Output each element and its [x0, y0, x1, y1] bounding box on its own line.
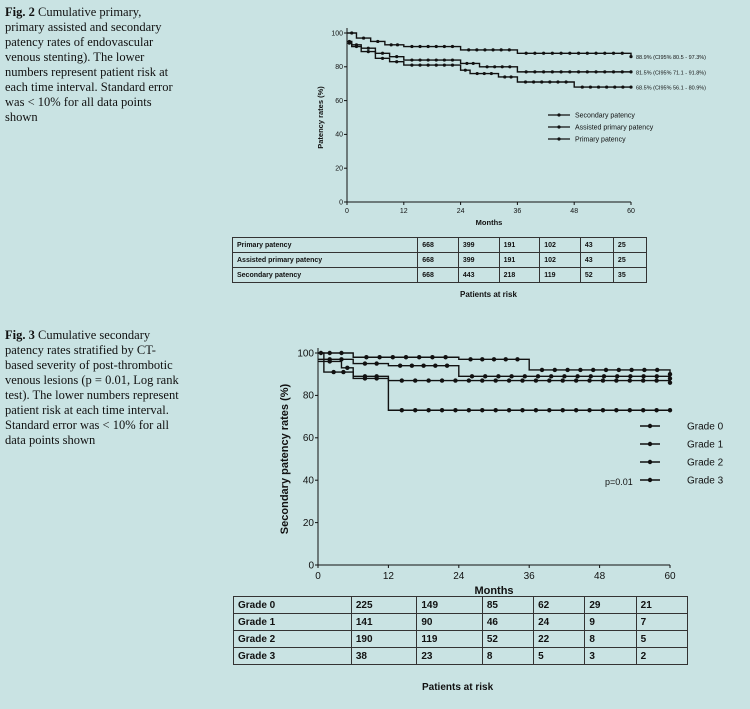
- censor-marker: [483, 48, 486, 51]
- risk-table-fig3-caption: Patients at risk: [422, 682, 494, 693]
- table-cell: 668: [418, 253, 459, 268]
- censor-marker: [427, 58, 430, 61]
- censor-marker: [641, 378, 645, 382]
- censor-marker: [574, 408, 578, 412]
- censor-marker: [591, 368, 595, 372]
- censor-marker: [548, 80, 551, 83]
- series-end-label: 81.5% (CI95% 71.1 - 91.8%): [636, 70, 707, 77]
- legend-marker: [557, 125, 560, 128]
- row-label: Grade 3: [234, 648, 352, 665]
- series-end-point: [629, 85, 632, 88]
- censor-marker: [551, 52, 554, 55]
- censor-marker: [398, 364, 402, 368]
- censor-marker: [577, 52, 580, 55]
- table-cell: 218: [499, 268, 540, 283]
- legend-label: Primary patency: [575, 136, 626, 144]
- legend: [640, 422, 724, 487]
- censor-marker: [490, 72, 493, 75]
- censor-marker: [435, 45, 438, 48]
- table-cell: 90: [417, 614, 482, 631]
- y-axis-label: Secondary patency rates (%): [279, 383, 291, 535]
- censor-marker: [430, 355, 434, 359]
- censor-marker: [493, 378, 497, 382]
- censor-marker: [641, 374, 645, 378]
- table-cell: 102: [540, 238, 581, 253]
- figure-3-label: Fig. 3: [5, 328, 35, 342]
- table-cell: 52: [580, 268, 613, 283]
- censor-marker: [614, 408, 618, 412]
- censor-marker: [413, 378, 417, 382]
- table-cell: 190: [351, 631, 416, 648]
- censor-marker: [654, 408, 658, 412]
- legend-marker: [648, 478, 652, 482]
- series-end-point: [668, 408, 672, 412]
- table-cell: 668: [418, 268, 459, 283]
- censor-marker: [520, 378, 524, 382]
- censor-marker: [362, 36, 365, 39]
- series-end-point: [629, 55, 632, 58]
- censor-marker: [417, 355, 421, 359]
- y-tick-label: 80: [302, 390, 314, 402]
- y-tick-label: 100: [297, 348, 314, 360]
- censor-marker: [451, 58, 454, 61]
- censor-marker: [520, 408, 524, 412]
- figure-3-text: Cumulative secondary patency rates stratified by CT-based severity of post-thrombotic venous lesions (p = 0.01, Log rank test). The lower numbers represent patient risk at each time interval. Standard error was < 10% for all data points shown: [5, 328, 179, 447]
- censor-marker: [612, 70, 615, 73]
- censor-marker: [578, 368, 582, 372]
- censor-marker: [642, 368, 646, 372]
- censor-marker: [547, 408, 551, 412]
- censor-marker: [507, 378, 511, 382]
- table-cell: 21: [636, 597, 687, 614]
- censor-marker: [445, 364, 449, 368]
- censor-marker: [565, 368, 569, 372]
- x-tick-label: 24: [456, 208, 465, 215]
- censor-marker: [331, 370, 335, 374]
- censor-marker: [475, 48, 478, 51]
- censor-marker: [410, 64, 413, 67]
- censor-marker: [509, 374, 513, 378]
- table-row: [234, 648, 688, 665]
- table-cell: 668: [418, 238, 459, 253]
- censor-marker: [328, 351, 332, 355]
- censor-marker: [350, 31, 353, 34]
- risk-table-fig2-caption: Patients at risk: [460, 290, 517, 299]
- censor-marker: [559, 52, 562, 55]
- censor-marker: [547, 378, 551, 382]
- censor-marker: [534, 408, 538, 412]
- x-tick-label: 36: [523, 571, 535, 582]
- censor-marker: [615, 374, 619, 378]
- censor-marker: [604, 368, 608, 372]
- censor-marker: [395, 55, 398, 58]
- censor-marker: [377, 355, 381, 359]
- censor-marker: [413, 408, 417, 412]
- censor-marker: [396, 43, 399, 46]
- x-axis-label: Months: [475, 218, 503, 227]
- censor-marker: [508, 65, 511, 68]
- censor-marker: [503, 75, 506, 78]
- y-tick-label: 40: [302, 475, 314, 487]
- censor-marker: [451, 45, 454, 48]
- censor-marker: [467, 48, 470, 51]
- x-tick-label: 48: [594, 571, 606, 582]
- x-tick-label: 12: [382, 571, 394, 582]
- x-tick-label: 0: [345, 208, 349, 215]
- censor-marker: [341, 370, 345, 374]
- legend-marker: [648, 424, 652, 428]
- table-row: [233, 253, 647, 268]
- series-line: [347, 41, 631, 71]
- censor-marker: [440, 378, 444, 382]
- censor-marker: [345, 366, 349, 370]
- y-tick-label: 60: [335, 97, 343, 105]
- risk-table-fig2: [232, 237, 647, 283]
- table-row: [233, 268, 647, 283]
- censor-marker: [581, 85, 584, 88]
- censor-marker: [493, 65, 496, 68]
- censor-marker: [601, 378, 605, 382]
- censor-marker: [480, 357, 484, 361]
- censor-marker: [410, 364, 414, 368]
- censor-marker: [540, 80, 543, 83]
- censor-marker: [613, 85, 616, 88]
- table-cell: 8: [585, 631, 636, 648]
- censor-marker: [426, 378, 430, 382]
- y-tick-label: 40: [335, 131, 343, 139]
- legend-marker: [557, 113, 560, 116]
- censor-marker: [426, 408, 430, 412]
- censor-marker: [400, 378, 404, 382]
- censor-marker: [367, 47, 370, 50]
- risk-table-fig3: [233, 596, 688, 665]
- censor-marker: [443, 58, 446, 61]
- table-cell: 5: [636, 631, 687, 648]
- x-tick-label: 36: [513, 208, 522, 215]
- legend-label: Grade 3: [687, 475, 724, 487]
- legend-label: Grade 2: [687, 457, 724, 469]
- censor-marker: [628, 408, 632, 412]
- p-value-annotation: p=0.01: [605, 477, 633, 487]
- censor-marker: [348, 42, 351, 45]
- censor-marker: [480, 378, 484, 382]
- y-tick-label: 80: [335, 64, 343, 72]
- censor-marker: [381, 52, 384, 55]
- legend-label: Assisted primary patency: [575, 124, 654, 132]
- table-cell: 119: [417, 631, 482, 648]
- y-tick-label: 20: [302, 517, 314, 529]
- censor-marker: [400, 408, 404, 412]
- censor-marker: [603, 70, 606, 73]
- table-cell: 43: [580, 253, 613, 268]
- censor-marker: [467, 408, 471, 412]
- censor-marker: [551, 70, 554, 73]
- table-cell: 8: [482, 648, 533, 665]
- table-cell: 43: [580, 238, 613, 253]
- series-end-point: [629, 70, 632, 73]
- censor-marker: [492, 357, 496, 361]
- table-cell: 7: [636, 614, 687, 631]
- table-cell: 399: [458, 253, 499, 268]
- table-cell: 141: [351, 614, 416, 631]
- censor-marker: [465, 62, 468, 65]
- table-cell: 25: [613, 238, 646, 253]
- legend-label: Grade 1: [687, 439, 724, 451]
- censor-marker: [404, 355, 408, 359]
- censor-marker: [509, 75, 512, 78]
- y-tick-label: 20: [335, 165, 343, 173]
- censor-marker: [594, 70, 597, 73]
- censor-marker: [390, 43, 393, 46]
- table-cell: 119: [540, 268, 581, 283]
- censor-marker: [435, 58, 438, 61]
- censor-marker: [464, 69, 467, 72]
- y-tick-label: 60: [302, 433, 314, 445]
- censor-marker: [483, 374, 487, 378]
- censor-marker: [594, 52, 597, 55]
- x-tick-label: 24: [453, 571, 465, 582]
- table-cell: 38: [351, 648, 416, 665]
- censor-marker: [491, 48, 494, 51]
- legend: [548, 113, 654, 144]
- table-row: [234, 631, 688, 648]
- censor-marker: [508, 48, 511, 51]
- censor-marker: [381, 57, 384, 60]
- censor-marker: [654, 378, 658, 382]
- censor-marker: [621, 52, 624, 55]
- table-row: [234, 597, 688, 614]
- censor-marker: [500, 48, 503, 51]
- censor-marker: [533, 70, 536, 73]
- censor-marker: [443, 45, 446, 48]
- legend-label: Grade 0: [687, 421, 724, 433]
- row-label: Assisted primary patency: [233, 253, 418, 268]
- table-cell: 5: [534, 648, 585, 665]
- censor-marker: [589, 85, 592, 88]
- censor-marker: [435, 64, 438, 67]
- chart-3: [279, 348, 724, 597]
- row-label: Secondary patency: [233, 268, 418, 283]
- censor-marker: [568, 70, 571, 73]
- table-cell: 191: [499, 253, 540, 268]
- censor-marker: [367, 50, 370, 53]
- censor-marker: [612, 52, 615, 55]
- censor-marker: [536, 374, 540, 378]
- censor-marker: [395, 60, 398, 63]
- table-cell: 9: [585, 614, 636, 631]
- series-end-label: 88.9% (CI95% 80.5 - 97.3%): [636, 55, 707, 62]
- censor-marker: [577, 70, 580, 73]
- censor-marker: [376, 40, 379, 43]
- legend-label: Secondary patency: [575, 112, 635, 120]
- censor-marker: [587, 378, 591, 382]
- table-cell: 52: [482, 631, 533, 648]
- censor-marker: [602, 374, 606, 378]
- table-cell: 24: [534, 614, 585, 631]
- censor-marker: [480, 408, 484, 412]
- series-end-point: [668, 380, 672, 384]
- x-tick-label: 60: [627, 208, 635, 215]
- censor-marker: [443, 64, 446, 67]
- censor-marker: [628, 378, 632, 382]
- censor-marker: [427, 45, 430, 48]
- censor-marker: [515, 357, 519, 361]
- legend-marker: [648, 460, 652, 464]
- censor-marker: [621, 85, 624, 88]
- censor-marker: [533, 52, 536, 55]
- censor-marker: [453, 408, 457, 412]
- censor-marker: [564, 80, 567, 83]
- censor-marker: [568, 52, 571, 55]
- censor-marker: [440, 408, 444, 412]
- censor-marker: [562, 374, 566, 378]
- censor-marker: [472, 62, 475, 65]
- censor-marker: [586, 52, 589, 55]
- censor-marker: [605, 85, 608, 88]
- censor-marker: [540, 368, 544, 372]
- censor-marker: [328, 359, 332, 363]
- censor-marker: [556, 80, 559, 83]
- censor-marker: [641, 408, 645, 412]
- censor-marker: [589, 374, 593, 378]
- censor-marker: [363, 361, 367, 365]
- censor-marker: [655, 368, 659, 372]
- y-tick-label: 0: [308, 560, 314, 572]
- figure-2-text: Cumulative primary, primary assisted and secondary patency rates of endovascular venous stenting). The lower numbers represent patient risk at each time interval. Standard error was < 10% for all data points shown: [5, 5, 173, 124]
- censor-marker: [601, 408, 605, 412]
- table-cell: 46: [482, 614, 533, 631]
- table-cell: 2: [636, 648, 687, 665]
- censor-marker: [561, 378, 565, 382]
- censor-marker: [542, 70, 545, 73]
- censor-marker: [443, 355, 447, 359]
- censor-marker: [542, 52, 545, 55]
- censor-marker: [586, 70, 589, 73]
- censor-marker: [433, 364, 437, 368]
- censor-marker: [504, 357, 508, 361]
- censor-marker: [427, 64, 430, 67]
- y-axis-label: Patency rates (%): [316, 86, 325, 149]
- censor-marker: [363, 376, 367, 380]
- x-tick-label: 48: [570, 208, 579, 215]
- y-tick-label: 0: [339, 199, 343, 207]
- censor-marker: [493, 408, 497, 412]
- table-row: [234, 614, 688, 631]
- censor-marker: [507, 408, 511, 412]
- censor-marker: [655, 374, 659, 378]
- censor-marker: [470, 374, 474, 378]
- censor-marker: [468, 357, 472, 361]
- censor-marker: [418, 58, 421, 61]
- legend-marker: [648, 442, 652, 446]
- table-cell: 25: [613, 253, 646, 268]
- censor-marker: [534, 378, 538, 382]
- censor-marker: [559, 70, 562, 73]
- censor-marker: [339, 351, 343, 355]
- censor-marker: [391, 355, 395, 359]
- censor-marker: [453, 378, 457, 382]
- y-tick-label: 100: [331, 30, 343, 38]
- table-cell: 22: [534, 631, 585, 648]
- censor-marker: [364, 355, 368, 359]
- x-tick-label: 60: [664, 571, 676, 582]
- table-cell: 35: [613, 268, 646, 283]
- censor-marker: [549, 374, 553, 378]
- censor-marker: [451, 64, 454, 67]
- censor-marker: [421, 364, 425, 368]
- censor-marker: [410, 58, 413, 61]
- censor-marker: [587, 408, 591, 412]
- table-cell: 399: [458, 238, 499, 253]
- table-cell: 443: [458, 268, 499, 283]
- row-label: Grade 1: [234, 614, 352, 631]
- table-cell: 23: [417, 648, 482, 665]
- figure-2-label: Fig. 2: [5, 5, 35, 19]
- censor-marker: [476, 72, 479, 75]
- row-label: Grade 2: [234, 631, 352, 648]
- table-cell: 3: [585, 648, 636, 665]
- censor-marker: [617, 368, 621, 372]
- censor-marker: [525, 52, 528, 55]
- censor-marker: [524, 80, 527, 83]
- censor-marker: [603, 52, 606, 55]
- censor-marker: [496, 374, 500, 378]
- censor-marker: [629, 368, 633, 372]
- censor-marker: [532, 80, 535, 83]
- censor-marker: [553, 368, 557, 372]
- censor-marker: [523, 374, 527, 378]
- row-label: Primary patency: [233, 238, 418, 253]
- censor-marker: [621, 70, 624, 73]
- table-row: [233, 238, 647, 253]
- legend-marker: [557, 137, 560, 140]
- censor-marker: [374, 376, 378, 380]
- censor-marker: [418, 45, 421, 48]
- table-cell: 191: [499, 238, 540, 253]
- row-label: Grade 0: [234, 597, 352, 614]
- table-cell: 102: [540, 253, 581, 268]
- table-cell: 149: [417, 597, 482, 614]
- table-cell: 29: [585, 597, 636, 614]
- censor-marker: [486, 65, 489, 68]
- table-cell: 225: [351, 597, 416, 614]
- x-tick-label: 12: [399, 208, 408, 215]
- censor-marker: [374, 361, 378, 365]
- censor-marker: [574, 378, 578, 382]
- censor-marker: [410, 45, 413, 48]
- censor-marker: [575, 374, 579, 378]
- censor-marker: [319, 351, 323, 355]
- chart-2: [316, 28, 706, 227]
- censor-marker: [483, 72, 486, 75]
- series-end-label: 68.5% (CI95% 56.1 - 80.9%): [636, 85, 707, 92]
- censor-marker: [628, 374, 632, 378]
- censor-marker: [467, 378, 471, 382]
- censor-marker: [418, 64, 421, 67]
- x-axis-label: Months: [474, 585, 514, 597]
- x-tick-label: 0: [315, 571, 321, 582]
- table-cell: 62: [534, 597, 585, 614]
- censor-marker: [561, 408, 565, 412]
- censor-marker: [355, 45, 358, 48]
- censor-marker: [614, 378, 618, 382]
- censor-marker: [501, 65, 504, 68]
- censor-marker: [597, 85, 600, 88]
- table-cell: 85: [482, 597, 533, 614]
- censor-marker: [525, 70, 528, 73]
